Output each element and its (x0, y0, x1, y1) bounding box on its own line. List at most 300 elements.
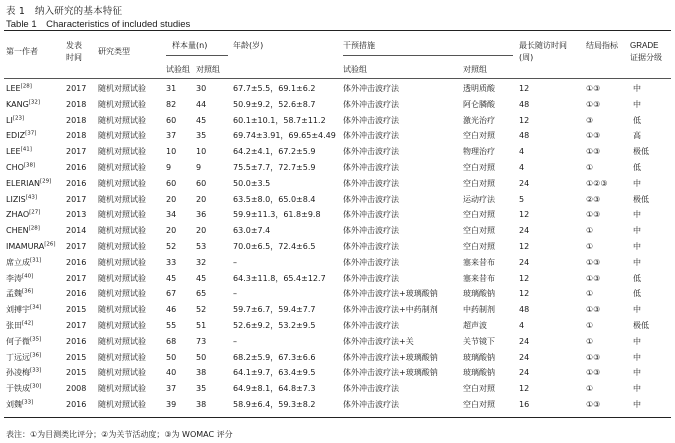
intv-exp-cell (343, 335, 414, 348)
author-cell-text: 张田 (6, 321, 22, 330)
reference-marker: [34] (30, 304, 42, 311)
design-cell-text: 随机对照试验 (98, 305, 146, 315)
n-ctrl-cell (196, 114, 206, 127)
intv-exp-cell-text: 体外冲击波疗法 (343, 178, 399, 188)
outcome-cell-text: ①③ (586, 131, 601, 141)
age-cell (233, 303, 315, 316)
grade-cell (633, 98, 641, 111)
n-exp-cell (166, 240, 176, 253)
year-cell (66, 193, 86, 206)
n-exp-cell (166, 382, 176, 395)
followup-cell (519, 98, 529, 111)
grade-cell (633, 256, 641, 269)
grade-cell (633, 319, 649, 332)
year-cell (66, 366, 86, 379)
header-author: 第一作者 (6, 47, 38, 56)
year-cell (66, 319, 86, 332)
outcome-cell-text: ① (586, 289, 594, 299)
design-cell (98, 335, 146, 348)
age-cell-text: 52.6±9.2，53.2±9.5 (233, 321, 316, 330)
year-cell-text: 2016 (66, 178, 87, 188)
reference-marker: [29] (39, 178, 52, 185)
table-row (0, 114, 675, 127)
age-cell-text: 59.9±11.3，61.8±9.8 (233, 210, 321, 220)
intv-ctrl-cell (463, 351, 495, 364)
intv-exp-cell (343, 145, 399, 158)
design-cell-text: 随机对照试验 (98, 368, 146, 378)
intv-exp-cell-text: 体外冲击波疗法+玻璃酸钠 (343, 289, 438, 299)
n-ctrl-cell-text: 60 (196, 178, 207, 188)
author-cell-text: 席立成 (6, 257, 30, 267)
age-cell (233, 319, 315, 332)
n-ctrl-cell (196, 303, 206, 316)
author-cell (6, 240, 56, 253)
design-cell (98, 240, 146, 253)
outcome-cell-text: ① (586, 242, 594, 251)
intv-exp-cell (343, 224, 399, 237)
followup-cell-text: 48 (519, 99, 530, 109)
age-cell-text: 50.9±9.2，52.6±8.7 (233, 99, 316, 109)
outcome-cell (586, 161, 593, 174)
outcome-cell (586, 82, 600, 95)
author-cell-text: LIZIS (6, 194, 26, 204)
table-row (0, 224, 675, 237)
n-ctrl-cell (196, 335, 206, 348)
followup-cell-text: 24 (519, 352, 530, 362)
outcome-cell-text: ① (586, 163, 594, 172)
intv-exp-cell-text: 体外冲击波疗法 (343, 115, 399, 125)
grade-cell-text: 中 (633, 352, 641, 362)
intv-ctrl-cell-text: 塞来昔布 (463, 257, 495, 267)
intv-ctrl-cell-text: 塞来昔布 (463, 273, 495, 283)
grade-cell (633, 366, 641, 379)
author-cell-text: 孙凌梅 (6, 368, 30, 378)
intv-ctrl-cell-text: 透明质酸 (463, 84, 495, 93)
n-exp-cell (166, 303, 176, 316)
author-cell (6, 287, 33, 300)
grade-cell-text: 中 (633, 368, 641, 378)
intv-exp-cell (343, 208, 399, 221)
author-cell (6, 82, 32, 95)
table-row (0, 256, 675, 269)
age-cell-text: 64.3±11.8，65.4±12.7 (233, 273, 326, 283)
intv-ctrl-cell (463, 287, 495, 300)
header-intervention: 干预措施 (343, 41, 375, 50)
n-ctrl-cell-text: 44 (196, 99, 207, 109)
header-grade-line1: GRADE (630, 41, 659, 50)
n-exp-cell (166, 319, 176, 332)
grade-cell-text: 低 (633, 273, 641, 283)
intv-ctrl-cell-text: 物理治疗 (463, 147, 495, 157)
year-cell (66, 114, 86, 127)
outcome-cell (586, 303, 600, 316)
table-row (0, 366, 675, 379)
header-followup-line2: (周) (519, 53, 534, 62)
reference-marker: [27] (29, 209, 41, 216)
age-cell-text: 63.5±8.0，65.0±8.4 (233, 194, 316, 204)
intv-exp-cell-text: 体外冲击波疗法 (343, 384, 399, 394)
year-cell-text: 2016 (66, 400, 87, 409)
header-outcome: 结局指标 (586, 41, 618, 50)
followup-cell-text: 12 (519, 84, 530, 93)
grade-cell (633, 272, 641, 285)
grade-cell (633, 208, 641, 221)
n-exp-cell-text: 52 (166, 242, 177, 251)
intv-exp-cell-text: 体外冲击波疗法 (343, 242, 399, 251)
n-exp-cell (166, 129, 176, 142)
year-cell-text: 2015 (66, 368, 87, 378)
followup-cell-text: 12 (519, 115, 530, 125)
reference-marker: [36] (30, 351, 42, 358)
design-cell-text: 随机对照试验 (98, 210, 146, 220)
outcome-cell (586, 382, 593, 395)
outcome-cell (586, 98, 600, 111)
n-exp-cell-text: 34 (166, 210, 177, 220)
grade-cell-text: 中 (633, 336, 641, 346)
table-row (0, 161, 675, 174)
age-cell (233, 382, 315, 395)
author-cell (6, 335, 41, 348)
reference-marker: [37] (25, 130, 37, 137)
year-cell-text: 2008 (66, 384, 87, 394)
grade-cell (633, 82, 641, 95)
age-cell-text: 64.1±9.7，63.4±9.5 (233, 368, 316, 378)
intv-exp-cell-text: 体外冲击波疗法+玻璃酸钠 (343, 368, 438, 378)
followup-cell (519, 272, 529, 285)
followup-cell-text: 4 (519, 321, 525, 330)
followup-cell (519, 114, 529, 127)
n-ctrl-cell-text: 32 (196, 257, 207, 267)
intv-exp-cell (343, 82, 399, 95)
intv-exp-cell-text: 体外冲击波疗法 (343, 131, 399, 141)
intv-ctrl-cell-text: 中药制剂 (463, 305, 495, 315)
age-cell (233, 256, 237, 269)
n-exp-cell (166, 256, 176, 269)
design-cell-text: 随机对照试验 (98, 115, 146, 125)
n-ctrl-cell-text: 52 (196, 305, 207, 315)
followup-cell-text: 48 (519, 305, 530, 315)
followup-cell-text: 24 (519, 336, 530, 346)
year-cell (66, 272, 86, 285)
year-cell (66, 287, 86, 300)
design-cell (98, 303, 146, 316)
n-ctrl-cell (196, 351, 206, 364)
intv-exp-cell (343, 193, 399, 206)
design-cell (98, 256, 146, 269)
design-cell (98, 82, 146, 95)
header-followup-line1: 最长随访时间 (519, 41, 567, 50)
intv-exp-cell-text: 体外冲击波疗法 (343, 257, 399, 267)
table-row (0, 193, 675, 206)
table-row (0, 303, 675, 316)
age-cell (233, 287, 237, 300)
n-exp-cell-text: 67 (166, 289, 177, 299)
followup-cell-text: 24 (519, 226, 530, 236)
intv-exp-cell-text: 体外冲击波疗法 (343, 84, 399, 93)
outcome-cell (586, 145, 600, 158)
outcome-cell (586, 287, 593, 300)
table-title-en: Table 1 Characteristics of included studies (6, 19, 191, 30)
age-cell (233, 224, 270, 237)
intv-exp-cell (343, 366, 438, 379)
n-exp-cell-text: 45 (166, 273, 177, 283)
reference-marker: [23] (12, 114, 25, 121)
author-cell (6, 177, 51, 190)
author-cell-text: CHEN (6, 226, 29, 236)
year-cell-text: 2017 (66, 321, 87, 330)
intv-ctrl-cell (463, 208, 495, 221)
intv-ctrl-cell (463, 256, 495, 269)
author-cell-text: 何子微 (6, 336, 30, 346)
year-cell-text: 2014 (66, 226, 87, 236)
outcome-cell-text: ②③ (586, 194, 601, 204)
design-cell (98, 366, 146, 379)
intv-ctrl-cell (463, 303, 495, 316)
n-ctrl-cell-text: 53 (196, 242, 207, 251)
intv-ctrl-cell (463, 224, 495, 237)
top-rule (4, 30, 671, 31)
intv-ctrl-cell-text: 空白对照 (463, 242, 495, 251)
followup-cell (519, 303, 529, 316)
intv-exp-cell (343, 319, 399, 332)
outcome-cell (586, 177, 608, 190)
design-cell (98, 129, 146, 142)
age-cell (233, 161, 315, 174)
n-exp-cell-text: 39 (166, 400, 177, 409)
followup-cell (519, 193, 524, 206)
intv-ctrl-cell (463, 193, 495, 206)
design-cell-text: 随机对照试验 (98, 400, 146, 409)
n-exp-cell-text: 40 (166, 368, 177, 378)
n-ctrl-cell (196, 145, 206, 158)
year-cell (66, 398, 86, 411)
design-cell-text: 随机对照试验 (98, 257, 146, 267)
grade-cell-text: 中 (633, 400, 641, 409)
author-cell (6, 98, 40, 111)
table-row (0, 98, 675, 111)
table-row (0, 287, 675, 300)
outcome-cell (586, 272, 600, 285)
intv-ctrl-cell (463, 177, 495, 190)
intv-exp-cell (343, 98, 399, 111)
age-cell (233, 114, 326, 127)
design-cell-text: 随机对照试验 (98, 147, 146, 157)
age-cell-text: – (233, 289, 237, 299)
design-cell-text: 随机对照试验 (98, 226, 146, 236)
age-cell-text: 50.0±3.5 (233, 178, 271, 188)
design-cell (98, 177, 146, 190)
grade-cell-text: 中 (633, 210, 641, 220)
n-ctrl-cell (196, 208, 206, 221)
age-cell-text: 58.9±6.4，59.3±8.2 (233, 400, 316, 409)
year-cell-text: 2016 (66, 289, 87, 299)
reference-marker: [38] (23, 162, 36, 169)
intv-ctrl-cell-text: 玻璃酸钠 (463, 289, 495, 299)
grade-cell-text: 中 (633, 257, 641, 267)
age-cell (233, 351, 315, 364)
year-cell-text: 2017 (66, 242, 87, 251)
year-cell (66, 161, 86, 174)
intv-ctrl-cell (463, 366, 495, 379)
author-cell-text: ELERIAN (6, 178, 40, 188)
n-ctrl-cell-text: 9 (196, 163, 202, 172)
grade-cell (633, 351, 641, 364)
header-sample-exp: 试验组 (166, 65, 190, 74)
n-ctrl-cell (196, 129, 206, 142)
grade-cell-text: 低 (633, 163, 641, 172)
grade-cell-text: 中 (633, 178, 641, 188)
author-cell-text: EDIZ (6, 131, 26, 141)
followup-cell (519, 82, 529, 95)
author-cell-text: 李涛 (6, 273, 22, 283)
n-exp-cell (166, 272, 176, 285)
reference-marker: [30] (30, 383, 42, 390)
design-cell-text: 随机对照试验 (98, 131, 146, 141)
header-intv-exp: 试验组 (343, 65, 367, 74)
intv-exp-cell (343, 240, 399, 253)
outcome-cell (586, 398, 600, 411)
n-ctrl-cell (196, 177, 206, 190)
intv-exp-cell-text: 体外冲击波疗法 (343, 321, 399, 330)
design-cell (98, 193, 146, 206)
author-cell-text: 孟魏 (6, 289, 22, 299)
outcome-cell (586, 335, 593, 348)
design-cell-text: 随机对照试验 (98, 289, 146, 299)
year-cell-text: 2018 (66, 131, 87, 141)
reference-marker: [33] (30, 367, 42, 374)
outcome-cell-text: ①③ (586, 257, 601, 267)
intv-exp-cell-text: 体外冲击波疗法+关 (343, 336, 414, 346)
year-cell (66, 82, 86, 95)
followup-cell-text: 12 (519, 289, 530, 299)
sample-subrule (166, 55, 228, 56)
outcome-cell-text: ①③ (586, 210, 601, 220)
reference-marker: [43] (25, 193, 38, 200)
n-exp-cell (166, 177, 176, 190)
year-cell-text: 2017 (66, 147, 87, 157)
n-ctrl-cell-text: 35 (196, 131, 207, 141)
grade-cell-text: 低 (633, 115, 641, 125)
design-cell (98, 114, 146, 127)
n-exp-cell (166, 161, 171, 174)
year-cell-text: 2018 (66, 99, 87, 109)
outcome-cell-text: ①③ (586, 273, 601, 283)
author-cell-text: 刘魏 (6, 400, 22, 409)
n-ctrl-cell-text: 51 (196, 321, 207, 330)
author-cell-text: 丁远远 (6, 352, 30, 362)
age-cell-text: 64.9±8.1，64.8±7.3 (233, 384, 316, 394)
year-cell-text: 2013 (66, 210, 87, 220)
reference-marker: [41] (20, 146, 32, 153)
year-cell (66, 303, 86, 316)
intv-ctrl-cell-text: 激光治疗 (463, 115, 495, 125)
outcome-cell-text: ①③ (586, 147, 601, 157)
header-intv-ctrl: 对照组 (463, 65, 487, 74)
followup-cell-text: 12 (519, 210, 530, 220)
intv-ctrl-cell (463, 114, 495, 127)
intv-ctrl-cell (463, 319, 487, 332)
intv-exp-cell-text: 体外冲击波疗法+玻璃酸钠 (343, 352, 438, 362)
intv-ctrl-cell-text: 玻璃酸钠 (463, 368, 495, 378)
followup-cell-text: 12 (519, 242, 530, 251)
outcome-cell (586, 224, 593, 237)
author-cell-text: KANG (6, 99, 29, 109)
n-exp-cell-text: 50 (166, 352, 177, 362)
year-cell (66, 177, 86, 190)
n-exp-cell-text: 37 (166, 131, 177, 141)
intv-ctrl-cell-text: 关节镜下 (463, 336, 495, 346)
n-exp-cell-text: 37 (166, 384, 177, 394)
year-cell (66, 224, 86, 237)
age-cell (233, 193, 315, 206)
n-exp-cell (166, 335, 176, 348)
outcome-cell-text: ① (586, 226, 594, 236)
intv-exp-cell (343, 351, 438, 364)
intv-exp-cell-text: 体外冲击波疗法+中药制剂 (343, 305, 438, 315)
n-exp-cell-text: 60 (166, 115, 177, 125)
grade-cell-text: 极低 (633, 321, 649, 330)
n-ctrl-cell-text: 73 (196, 336, 207, 346)
reference-marker: [36] (22, 288, 34, 295)
table-row (0, 145, 675, 158)
author-cell-text: LEE (6, 147, 21, 157)
grade-cell (633, 129, 641, 142)
author-cell (6, 303, 41, 316)
intv-ctrl-cell-text: 运动疗法 (463, 194, 495, 204)
outcome-cell-text: ①③ (586, 400, 601, 409)
grade-cell (633, 177, 641, 190)
outcome-cell (586, 114, 593, 127)
header-grade-line2: 证据分级 (630, 53, 662, 62)
design-cell-text: 随机对照试验 (98, 178, 146, 188)
outcome-cell-text: ①③ (586, 84, 601, 93)
n-ctrl-cell-text: 36 (196, 210, 207, 220)
header-year-line1: 发表 (66, 41, 82, 50)
intv-ctrl-cell-text: 空白对照 (463, 226, 495, 236)
n-exp-cell (166, 82, 176, 95)
author-cell (6, 129, 36, 142)
intv-exp-cell-text: 体外冲击波疗法 (343, 99, 399, 109)
age-cell-text: 60.1±10.1，58.7±11.2 (233, 115, 326, 125)
author-cell (6, 398, 33, 411)
n-ctrl-cell (196, 193, 206, 206)
n-ctrl-cell (196, 398, 206, 411)
table-row (0, 129, 675, 142)
table-row (0, 319, 675, 332)
year-cell-text: 2017 (66, 273, 87, 283)
grade-cell-text: 高 (633, 131, 641, 141)
intv-ctrl-cell-text: 空白对照 (463, 210, 495, 220)
author-cell (6, 224, 40, 237)
followup-cell (519, 145, 524, 158)
followup-cell-text: 24 (519, 257, 530, 267)
intv-exp-cell-text: 体外冲击波疗法 (343, 194, 399, 204)
design-cell-text: 随机对照试验 (98, 336, 146, 346)
design-cell-text: 随机对照试验 (98, 321, 146, 330)
n-ctrl-cell (196, 256, 206, 269)
design-cell (98, 272, 146, 285)
intv-exp-cell (343, 382, 399, 395)
n-exp-cell-text: 55 (166, 321, 177, 330)
intv-exp-cell (343, 272, 399, 285)
author-cell-text: ZHAO (6, 210, 30, 220)
n-exp-cell (166, 287, 176, 300)
outcome-cell-text: ③ (586, 115, 594, 125)
table-row (0, 82, 675, 95)
outcome-cell (586, 366, 600, 379)
followup-cell-text: 12 (519, 273, 530, 283)
grade-cell-text: 极低 (633, 194, 649, 204)
